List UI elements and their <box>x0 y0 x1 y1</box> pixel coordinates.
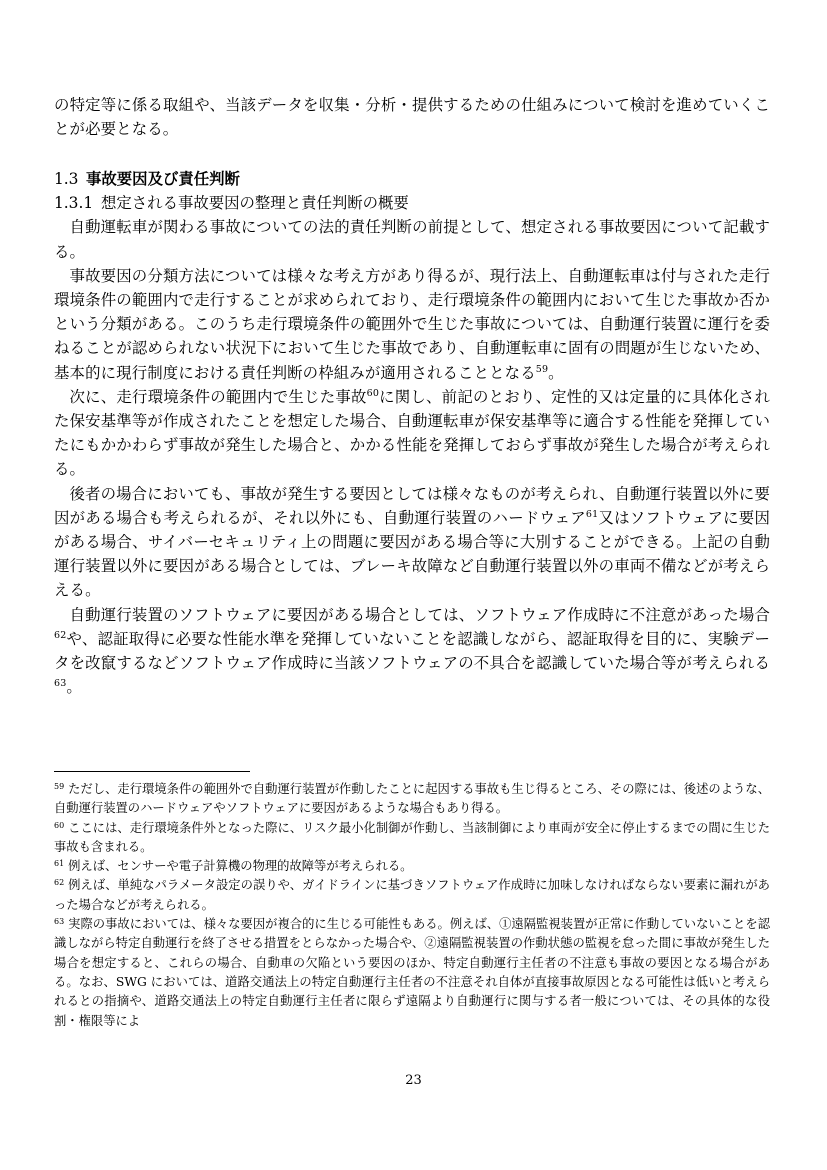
footnotes <box>54 780 770 1031</box>
footnote-text: ここには、走行環境条件外となった際に、リスク最小化制御が作動し、当該制御により車両が安全に停止するまでの間に生じた事故も含まれる。 <box>54 820 770 854</box>
section-title: 事故要因及び責任判断 <box>86 170 240 189</box>
footnote-63 <box>54 915 770 1031</box>
footnote-number: 63 <box>54 917 65 927</box>
paragraph-1: 自動運転車が関わる事故についての法的責任判断の前提として、想定される事故要因について記載する。 <box>54 218 770 261</box>
footnote-number: 60 <box>54 820 65 830</box>
paragraph-5-text-a: 自動運行装置のソフトウェアに要因がある場合としては、ソフトウェア作成時に不注意があった場合 <box>69 605 770 624</box>
paragraph-3 <box>54 385 770 482</box>
footnote-text: 例えば、単純なパラメータ設定の誤りや、ガイドラインに基づきソフトウェア作成時に加味しなければならない要素に漏れがあった場合などが考えられる。 <box>54 878 770 912</box>
paragraph-5-end: 。 <box>66 678 82 697</box>
footnote-number: 59 <box>54 782 65 791</box>
footnote-61 <box>54 857 770 876</box>
section-number: 1.3 <box>54 170 79 189</box>
footnote-ref-59[interactable]: 59 <box>535 363 549 375</box>
footnote-60 <box>54 819 770 858</box>
footnote-ref-61[interactable]: 61 <box>585 508 599 520</box>
paragraph-2-text: 事故要因の分類方法については様々な考え方があり得るが、現行法上、自動運転車は付与された走行環境条件の範囲内で走行することが求められており、走行環境条件の範囲内において生じた事故か否かという分類がある。このうち走行環境条件の範囲外で生じた事故については、自動運行装置に運行を委ねることが認められない状況下において生じた事故であり、自動運転車に固有の問題が生じないため、基本的に現行制度における責任判断の枠組みが適用されることとなる <box>54 266 770 382</box>
main-text <box>54 93 770 699</box>
footnote-separator <box>54 771 250 772</box>
footnote-62 <box>54 876 770 915</box>
footnote-ref-62[interactable]: 62 <box>54 629 67 641</box>
footnote-ref-63[interactable]: 63 <box>54 678 67 690</box>
paragraph-2 <box>54 264 770 385</box>
paragraph-4-text-b: 又はソフトウェアに要因がある場合、サイバーセキュリティ上の問題に要因がある場合等に大別することができる。上記の自動運行装置以外に要因がある場合としては、ブレーキ故障など自動運行装置以外の車両不備などが考えらえる。 <box>54 508 770 600</box>
section-heading <box>54 167 770 191</box>
paragraph-4-text-a: 後者の場合においても、事故が発生する要因としては様々なものが考えられ、自動運行装置以外に要因がある場合も考えられるが、それ以外にも、自動運行装置のハードウェア <box>54 484 770 527</box>
page-number: 23 <box>405 1073 422 1088</box>
paragraph-2-end: 。 <box>548 363 564 382</box>
footnote-59 <box>54 780 770 819</box>
footnote-number: 62 <box>54 878 65 888</box>
paragraph-3-text-b: に関し、前記のとおり、定性的又は定量的に具体化された保安基準等が作成されたことを想定した場合、自動運転車が保安基準等に適合する性能を発揮していたにもかかわらず事故が発生した場合と、かかる性能を発揮しておらず事故が発生した場合が考えられる。 <box>54 387 770 479</box>
paragraph-5-text-b: や、認証取得に必要な性能水準を発揮していないことを認識しながら、認証取得を目的に、実験データを改竄するなどソフトウェア作成時に当該ソフトウェアの不具合を認識していた場合等が考えられる <box>54 629 770 673</box>
footnote-number: 61 <box>54 859 65 869</box>
footnote-text: 例えば、センサーや電子計算機の物理的故障等が考えられる。 <box>68 859 413 874</box>
paragraph-4 <box>54 482 770 603</box>
footnote-text: ただし、走行環境条件の範囲外で自動運行装置が作動したことに起因する事故も生じ得るところ、その際には、後述のような、自動運行装置のハードウェアやソフトウェアに要因があるような場合もあり得る。 <box>54 782 770 816</box>
subsection-number: 1.3.1 <box>54 194 94 213</box>
paragraph-5 <box>54 603 770 700</box>
footnote-ref-60[interactable]: 60 <box>366 387 380 399</box>
continued-paragraph: の特定等に係る取組や、当該データを収集・分析・提供するための仕組みについて検討を進めていくことが必要となる。 <box>54 96 770 139</box>
subsection-title: 想定される事故要因の整理と責任判断の概要 <box>101 194 409 213</box>
paragraph-3-text-a: 次に、走行環境条件の範囲内で生じた事故 <box>69 387 367 406</box>
subsection-heading <box>54 191 770 215</box>
footnote-text: 実際の事故においては、様々な要因が複合的に生じる可能性もある。例えば、①遠隔監視装置が正常に作動していないことを認識しながら特定自動運行を終了させる措置をとらなかった場合や、②遠隔監視装置の作動状態の監視を怠った間に事故が発生した場合を想定すると、これらの場合、自動車の欠陥という要因のほか、特定自動運行主任者の不注意も事故の要因となる場合がある。なお、SWG においては、道路交通法上の特定自動運行主任者の不注意それ自体が直接事故原因となる可能性は低いと考えられるとの指摘や、道路交通法上の特定自動運行主任者に限らず遠隔より自動運行に関与する者一般については、その具体的な役割・権限等によ <box>54 917 770 1028</box>
